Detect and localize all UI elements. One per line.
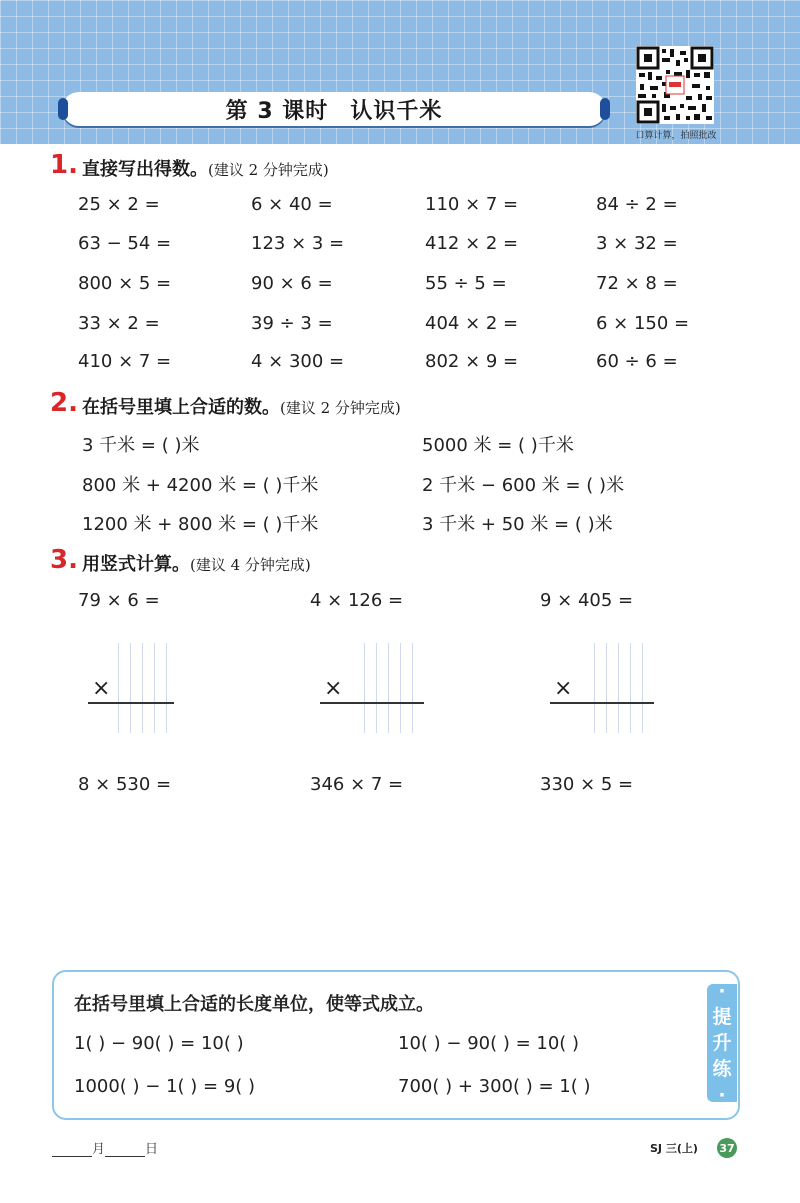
multiply-sign: × xyxy=(324,676,343,701)
lesson-title xyxy=(226,94,443,125)
title-bar-right-cap xyxy=(600,98,610,120)
month-label: 月 xyxy=(92,1142,106,1157)
q1-problem: 72 × 8 = xyxy=(596,273,678,294)
tab-char: 升 xyxy=(712,1032,732,1054)
practice-title: 在括号里填上合适的长度单位，使等式成立。 xyxy=(74,994,434,1015)
qr-code-icon[interactable] xyxy=(636,46,714,124)
lesson-title-bar xyxy=(62,92,606,126)
q3-number: 3. xyxy=(50,545,78,575)
month-blank[interactable] xyxy=(52,1144,92,1157)
q3-problem: 330 × 5 = xyxy=(540,774,634,795)
lesson-number: 第 3 课时 xyxy=(225,98,329,124)
practice-problem: 1000( ) − 1( ) = 9( ) xyxy=(74,1076,256,1097)
q3-problem: 4 × 126 = xyxy=(310,590,404,611)
q2-problem: 5000 米 = ( )千米 xyxy=(422,435,574,456)
q1-problem: 33 × 2 = xyxy=(78,313,160,334)
q2-problem: 800 米 + 4200 米 = ( )千米 xyxy=(82,475,319,496)
vertical-calc-guide xyxy=(364,643,422,733)
q3-hint: (建议 4 分钟完成) xyxy=(190,556,311,574)
vertical-calc-guide xyxy=(594,643,652,733)
q1-problem: 4 × 300 = xyxy=(251,351,345,372)
q1-problem: 404 × 2 = xyxy=(425,313,519,334)
q2-number: 2. xyxy=(50,388,78,418)
q1-problem: 3 × 32 = xyxy=(596,233,678,254)
q1-number: 1. xyxy=(50,150,78,180)
q2-hint: (建议 2 分钟完成) xyxy=(280,399,401,417)
lesson-topic: 认识千米 xyxy=(350,98,443,124)
q1-problem: 800 × 5 = xyxy=(78,273,172,294)
q1-problem: 25 × 2 = xyxy=(78,194,160,215)
practice-problem: 10( ) − 90( ) = 10( ) xyxy=(398,1033,580,1054)
q1-problem: 39 ÷ 3 = xyxy=(251,313,333,334)
vertical-calc-guide xyxy=(118,643,176,733)
q2-problem: 3 千米 + 50 米 = ( )米 xyxy=(422,514,613,535)
q2-problem: 1200 米 + 800 米 = ( )千米 xyxy=(82,514,319,535)
q1-problem: 412 × 2 = xyxy=(425,233,519,254)
q2-problem: 3 千米 = ( )米 xyxy=(82,435,200,456)
q1-title-text: 直接写出得数。 xyxy=(82,159,208,180)
date-fill xyxy=(52,1138,158,1157)
tab-char: 练 xyxy=(712,1058,732,1080)
multiply-sign: × xyxy=(554,676,573,701)
q3-problem: 346 × 7 = xyxy=(310,774,404,795)
q1-problem: 55 ÷ 5 = xyxy=(425,273,507,294)
practice-problem: 700( ) + 300( ) = 1( ) xyxy=(398,1076,591,1097)
calc-underline xyxy=(320,702,424,704)
q2-title-text: 在括号里填上合适的数。 xyxy=(82,397,280,418)
page-number: 37 xyxy=(717,1138,737,1158)
book-code: SJ 三(上) xyxy=(650,1142,698,1155)
q1-problem: 63 − 54 = xyxy=(78,233,172,254)
q3-title-text: 用竖式计算。 xyxy=(82,554,190,575)
q2-title xyxy=(82,393,401,419)
q3-problem: 8 × 530 = xyxy=(78,774,172,795)
calc-underline xyxy=(88,702,174,704)
practice-tab xyxy=(707,980,737,1106)
q1-problem: 123 × 3 = xyxy=(251,233,345,254)
q1-problem: 802 × 9 = xyxy=(425,351,519,372)
day-label: 日 xyxy=(145,1142,159,1157)
q1-title xyxy=(82,155,329,181)
q2-problem: 2 千米 − 600 米 = ( )米 xyxy=(422,475,625,496)
q1-problem: 90 × 6 = xyxy=(251,273,333,294)
q3-title xyxy=(82,550,311,576)
tab-dot: · xyxy=(718,1084,726,1106)
qr-caption: 口算计算，拍照批改 xyxy=(635,131,717,141)
q1-problem: 6 × 150 = xyxy=(596,313,690,334)
q1-problem: 110 × 7 = xyxy=(425,194,519,215)
calc-underline xyxy=(550,702,654,704)
tab-dot: · xyxy=(718,980,726,1002)
day-blank[interactable] xyxy=(105,1144,145,1157)
practice-problem: 1( ) − 90( ) = 10( ) xyxy=(74,1033,244,1054)
q1-hint: (建议 2 分钟完成) xyxy=(208,161,329,179)
q1-problem: 84 ÷ 2 = xyxy=(596,194,678,215)
q3-problem: 9 × 405 = xyxy=(540,590,634,611)
q1-problem: 60 ÷ 6 = xyxy=(596,351,678,372)
title-bar-left-cap xyxy=(58,98,68,120)
q3-problem: 79 × 6 = xyxy=(78,590,160,611)
multiply-sign: × xyxy=(92,676,111,701)
tab-char: 提 xyxy=(712,1006,732,1028)
q1-problem: 410 × 7 = xyxy=(78,351,172,372)
q1-problem: 6 × 40 = xyxy=(251,194,333,215)
